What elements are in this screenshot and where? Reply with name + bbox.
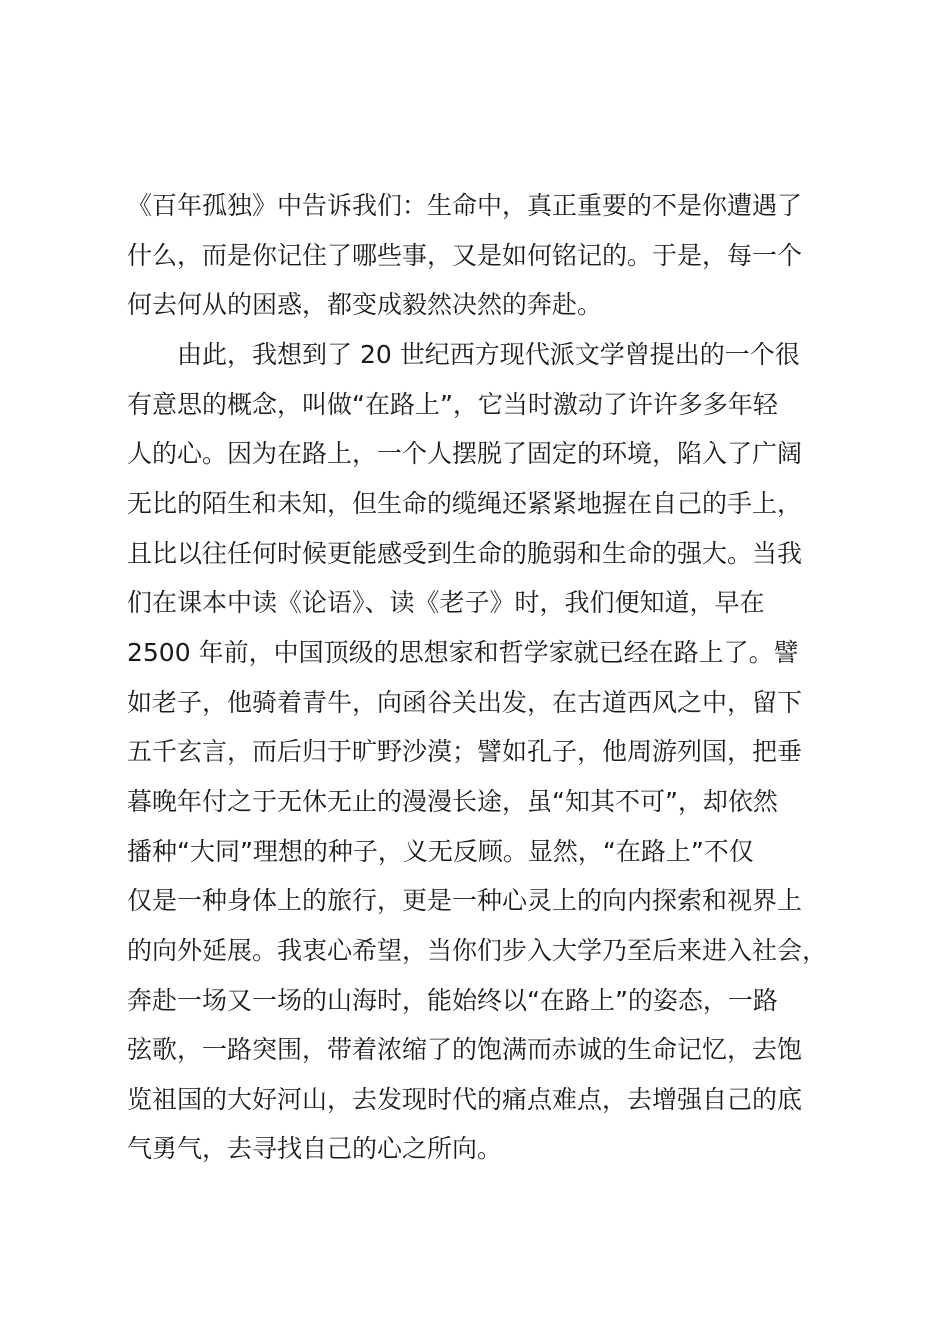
text-line: 奔赴一场又一场的山海时，能始终以“在路上”的姿态，一路 bbox=[127, 986, 778, 1015]
text-line: 暮晚年付之于无休无止的漫漫长途，虽“知其不可”，却依然 bbox=[127, 787, 778, 816]
text-line: 如老子，他骑着青牛，向函谷关出发，在古道西风之中，留下 bbox=[127, 688, 803, 717]
text-line: 播种“大同”理想的种子，义无反顾。显然，“在路上”不仅 bbox=[127, 837, 754, 866]
text-line: 且比以往任何时候更能感受到生命的脆弱和生命的强大。当我 bbox=[127, 539, 803, 568]
text-line: 由此，我想到了 20 世纪西方现代派文学曾提出的一个很 bbox=[177, 340, 800, 369]
text-line: 2500 年前，中国顶级的思想家和哲学家就已经在路上了。譬 bbox=[127, 638, 799, 667]
text-line: 五千玄言，而后归于旷野沙漠；譬如孔子，他周游列国，把垂 bbox=[127, 737, 803, 766]
text-line: 们在课本中读《论语》、读《老子》时，我们便知道，早在 bbox=[127, 588, 765, 617]
text-line: 览祖国的大好河山，去发现时代的痛点难点，去增强自己的底 bbox=[127, 1085, 803, 1114]
text-line: 《百年孤独》中告诉我们：生命中，真正重要的不是你遭遇了 bbox=[127, 191, 803, 220]
text-line: 什么，而是你记住了哪些事，又是如何铭记的。于是，每一个 bbox=[127, 241, 803, 270]
text-line: 人的心。因为在路上，一个人摆脱了固定的环境，陷入了广阔 bbox=[127, 439, 803, 468]
text-line: 弦歌，一路突围，带着浓缩了的饱满而赤诚的生命记忆，去饱 bbox=[127, 1035, 803, 1064]
text-line: 气勇气，去寻找自己的心之所向。 bbox=[127, 1134, 503, 1163]
text-line: 无比的陌生和未知，但生命的缆绳还紧紧地握在自己的手上， bbox=[127, 489, 803, 518]
text-line: 的向外延展。我衷心希望，当你们步入大学乃至后来进入社会， bbox=[127, 936, 828, 965]
text-line: 仅是一种身体上的旅行，更是一种心灵上的向内探索和视界上 bbox=[127, 886, 803, 915]
text-line: 何去何从的困惑，都变成毅然决然的奔赴。 bbox=[127, 290, 603, 319]
text-line: 有意思的概念，叫做“在路上”，它当时激动了许许多多年轻 bbox=[127, 390, 778, 419]
